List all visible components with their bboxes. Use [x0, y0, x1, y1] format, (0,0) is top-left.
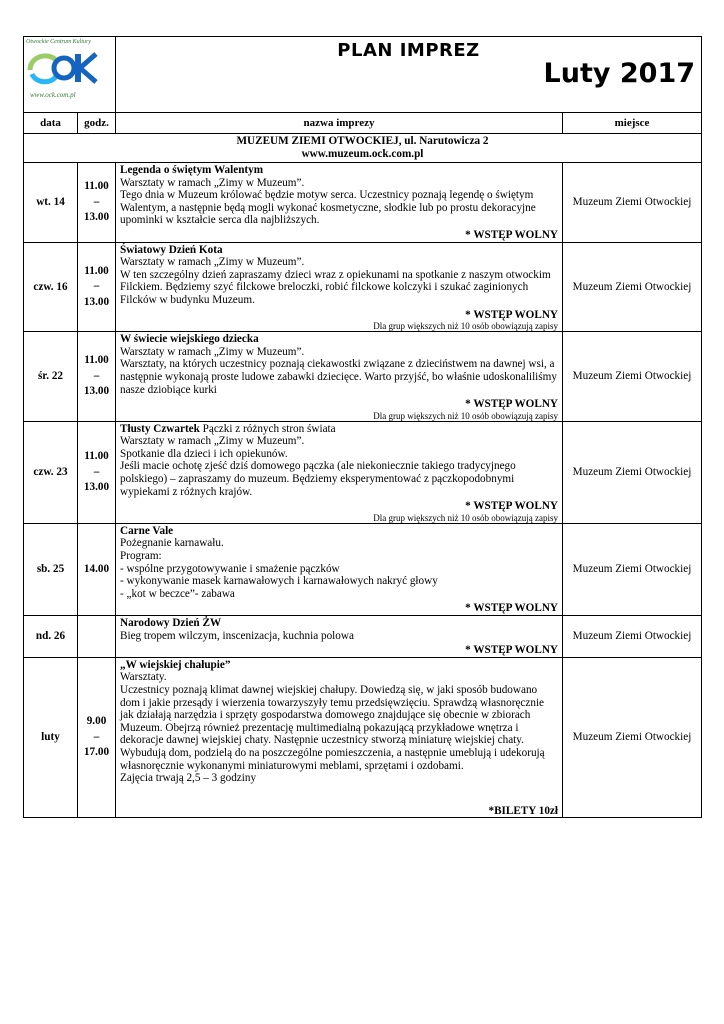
- venue-website: www.muzeum.ock.com.pl: [301, 148, 424, 160]
- event-heading: [120, 333, 558, 346]
- venue-heading: [24, 134, 702, 163]
- event-time-line: –: [93, 369, 100, 382]
- admission-info: * WSTĘP WOLNY: [465, 308, 558, 321]
- event-time-line: 14.00: [83, 562, 110, 575]
- event-row: [24, 523, 702, 615]
- event-text-line: Program:: [120, 550, 162, 563]
- event-heading: [120, 164, 558, 177]
- event-time-line: 13.00: [83, 481, 110, 494]
- event-heading: [120, 525, 558, 538]
- event-date: czw. 23: [24, 421, 78, 523]
- admission-info: * WSTĘP WOLNY: [465, 644, 558, 657]
- event-time: [78, 421, 116, 523]
- event-plan-document: [23, 36, 701, 818]
- ock-logo: [26, 39, 100, 105]
- event-time: [78, 242, 116, 332]
- event-subtitle: Pączki z różnych stron świata: [199, 422, 336, 435]
- event-time: [78, 332, 116, 422]
- event-heading: [120, 423, 558, 436]
- event-date: luty: [24, 657, 78, 818]
- event-title: W świecie wiejskiego dziecka: [120, 333, 259, 346]
- event-time-line: 13.00: [83, 295, 110, 308]
- group-note: Dla grup większych niż 10 osób obowiązują zapisy: [373, 410, 558, 421]
- event-time: [78, 657, 116, 818]
- admission-info: * WSTĘP WOLNY: [465, 398, 558, 411]
- event-description: [116, 163, 563, 243]
- event-row: [24, 616, 702, 658]
- event-time-line: –: [93, 195, 100, 208]
- event-time-line: 11.00: [84, 450, 109, 463]
- event-text-line: Warsztaty w ramach „Zimy w Muzeum”.: [120, 435, 305, 448]
- header-row: [24, 37, 702, 113]
- event-row: [24, 332, 702, 422]
- event-text-line: Warsztaty w ramach „Zimy w Muzeum”.: [120, 345, 305, 358]
- event-place: Muzeum Ziemi Otwockiej: [563, 242, 702, 332]
- event-title: Tłusty Czwartek: [120, 422, 200, 435]
- event-text-line: W ten szczególny dzień zapraszamy dzieci wraz z opiekunami na spotkanie z naszym otwockim Filckiem. Będziemy szyć filckowe breloczki, robić filckowe kolczyki i szukać zaginionych Filcków w budynku Muzeum.: [120, 268, 551, 306]
- event-row: [24, 242, 702, 332]
- event-date: sb. 25: [24, 523, 78, 615]
- event-time-line: –: [93, 280, 100, 293]
- event-place: Muzeum Ziemi Otwockiej: [563, 332, 702, 422]
- event-time-line: 11.00: [84, 354, 109, 367]
- event-row: [24, 163, 702, 243]
- event-date: śr. 22: [24, 332, 78, 422]
- event-time-line: 13.00: [83, 385, 110, 398]
- event-text-line: Warsztaty.: [120, 671, 167, 684]
- event-time-line: –: [93, 730, 100, 743]
- event-text-line: Zajęcia trwają 2,5 – 3 godziny: [120, 772, 257, 785]
- event-description: [116, 332, 563, 422]
- event-heading: [120, 659, 558, 672]
- event-time: [78, 523, 116, 615]
- event-text-line: Warsztaty w ramach „Zimy w Muzeum”.: [120, 176, 305, 189]
- event-time-line: 9.00: [86, 715, 107, 728]
- event-title: Carne Vale: [120, 524, 174, 537]
- event-time-line: –: [93, 465, 100, 478]
- event-text-line: Uczestnicy poznają klimat dawnej wiejskiej chałupy. Dowiedzą się, w jaki sposób budowano dom i jakie przesądy i wierzenia towarzyszyły temu przedsięwzięciu. Sprawdzą własnoręcznie jak działają narzędzia i sprzęty gospodarstwa domowego znajdujące się obecnie w zbiorach Muzeum. Obejrzą również prezentację multimedialną pokazującą przykładowe wnętrza i dekoracje dawnej wiejskiej chaty. Następnie uczestnicy stworzą miniaturę wiejskiej chaty. Wybudują dom, podzielą do na poszczególne pomieszczenia, a następnie umeblują i udekorują własnoręcznie wykonanymi miniaturowymi meblami, sprzętami i ozdobami.: [120, 683, 545, 772]
- month-title: Luty 2017: [543, 57, 696, 89]
- event-table: [23, 36, 702, 818]
- event-description: [116, 616, 563, 658]
- event-text-line: - wspólne przygotowywanie i smażenie pączków: [120, 562, 340, 575]
- logo-cell: [24, 37, 116, 113]
- event-title: Światowy Dzień Kota: [120, 243, 223, 256]
- title-cell: [116, 37, 702, 113]
- group-note: Dla grup większych niż 10 osób obowiązują zapisy: [373, 321, 558, 332]
- logo-caption: Otwockie Centrum Kultury: [26, 39, 91, 45]
- venue-section-row: [24, 134, 702, 163]
- column-header-row: [24, 113, 702, 134]
- event-time: [78, 616, 116, 658]
- venue-address: MUZEUM ZIEMI OTWOCKIEJ, ul. Narutowicza 2: [236, 135, 489, 148]
- ock-logo-icon: [26, 46, 100, 90]
- event-place: Muzeum Ziemi Otwockiej: [563, 657, 702, 818]
- event-time-line: 17.00: [83, 746, 110, 759]
- event-description: [116, 242, 563, 332]
- event-text-line: - „kot w beczce”- zabawa: [120, 587, 235, 600]
- event-time-line: 11.00: [84, 180, 109, 193]
- event-text-line: Spotkanie dla dzieci i ich opiekunów.: [120, 447, 288, 460]
- event-heading: [120, 244, 558, 257]
- col-time: godz.: [78, 113, 116, 134]
- spacer: [120, 785, 558, 803]
- event-time: [78, 163, 116, 243]
- event-date: nd. 26: [24, 616, 78, 658]
- group-note: Dla grup większych niż 10 osób obowiązują zapisy: [373, 512, 558, 523]
- event-text-line: Bieg tropem wilczym, inscenizacja, kuchnia polowa: [120, 629, 354, 642]
- event-description: [116, 657, 563, 818]
- col-date: data: [24, 113, 78, 134]
- event-heading: [120, 617, 558, 630]
- event-text-line: Warsztaty w ramach „Zimy w Muzeum”.: [120, 256, 305, 269]
- event-place: Muzeum Ziemi Otwockiej: [563, 616, 702, 658]
- event-text-line: Tego dnia w Muzeum królować będzie motyw serca. Uczestnicy poznają legendę o świętym Walentym, a następnie będą mogli wykonać kosmetyczne, słodkie lub po prostu dekoracyjne upominki w kształcie serca dla najbliższych.: [120, 189, 536, 227]
- event-place: Muzeum Ziemi Otwockiej: [563, 421, 702, 523]
- event-date: czw. 16: [24, 242, 78, 332]
- event-date: wt. 14: [24, 163, 78, 243]
- event-text-line: Pożegnanie karnawału.: [120, 537, 224, 550]
- event-text-line: Jeśli macie ochotę zjeść dziś domowego pączka (ale niekoniecznie takiego tradycyjnego polskiego) – zapraszamy do muzeum. Będziemy eksperymentować z pączkopodobnymi wypiekami z różnych krajów.: [120, 460, 516, 498]
- event-time-line: 11.00: [84, 264, 109, 277]
- event-text-line: - wykonywanie masek karnawałowych i karnawałowych nakryć głowy: [120, 575, 438, 588]
- admission-info: * WSTĘP WOLNY: [465, 228, 558, 241]
- event-title: „W wiejskiej chałupie”: [120, 658, 231, 671]
- admission-info: * WSTĘP WOLNY: [465, 602, 558, 615]
- col-name: nazwa imprezy: [116, 113, 563, 134]
- event-row: [24, 657, 702, 818]
- event-time-line: 13.00: [83, 211, 110, 224]
- event-title: Narodowy Dzień ŻW: [120, 617, 222, 629]
- event-description: [116, 421, 563, 523]
- admission-info: * WSTĘP WOLNY: [465, 500, 558, 513]
- event-place: Muzeum Ziemi Otwockiej: [563, 163, 702, 243]
- event-row: [24, 421, 702, 523]
- event-title: Legenda o świętym Walentym: [120, 164, 264, 176]
- event-text-line: Warsztaty, na których uczestnicy poznają ciekawostki związane z dzieciństwem na dawnej wsi, a następnie wykonają proste ludowe zabawki dziecięce. Warto przyjść, bo właśnie udoskonaliliśmy nasze dziobiące kurki: [120, 358, 557, 396]
- event-description: [116, 523, 563, 615]
- event-place: Muzeum Ziemi Otwockiej: [563, 523, 702, 615]
- admission-info: *BILETY 10zł: [488, 804, 558, 817]
- logo-url: www.ock.com.pl: [30, 91, 76, 99]
- page-title: PLAN IMPREZ: [337, 40, 480, 61]
- col-place: miejsce: [563, 113, 702, 134]
